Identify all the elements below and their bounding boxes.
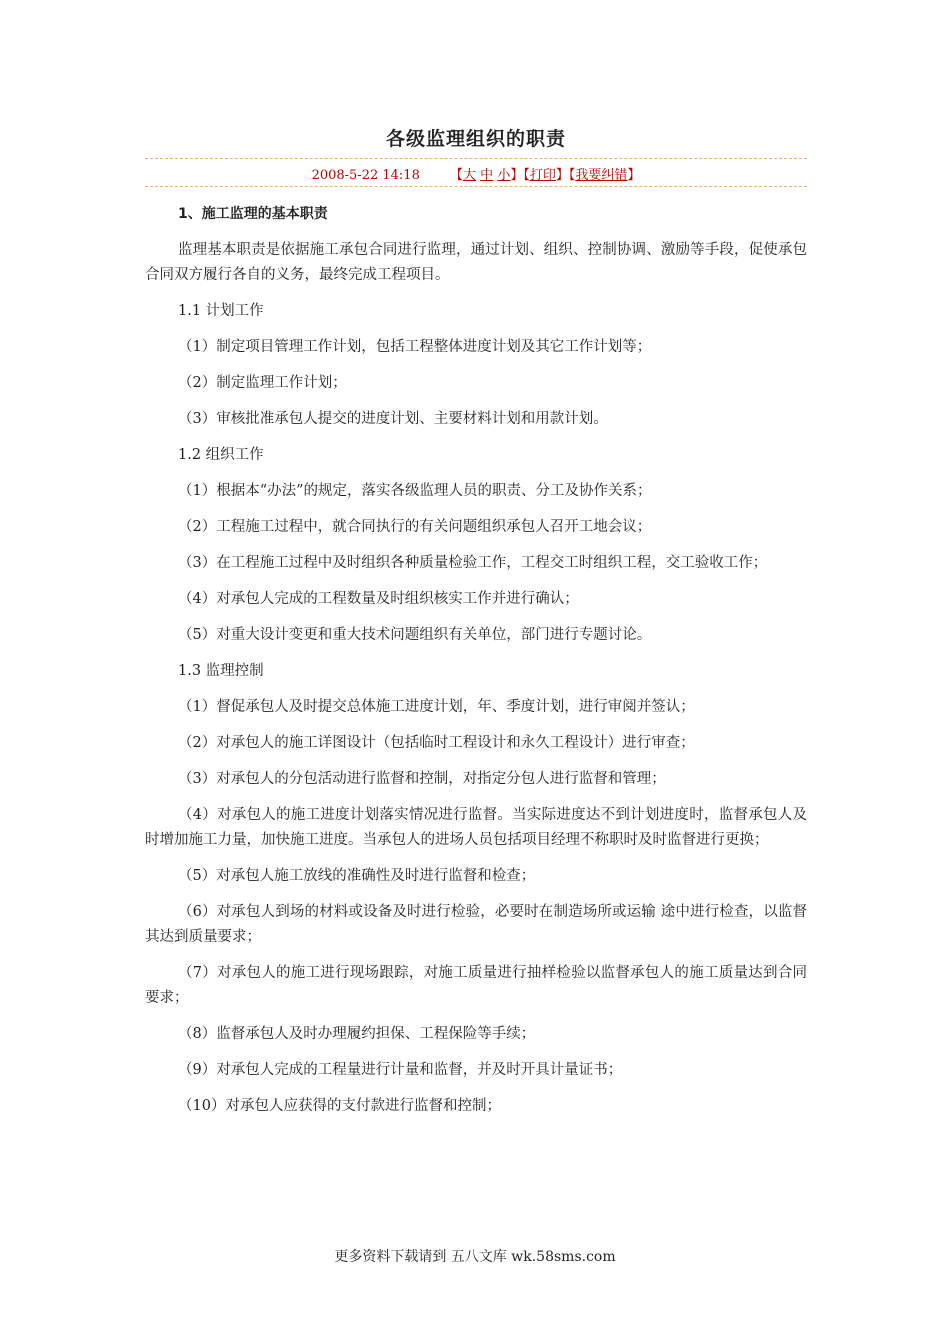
body-paragraph: （3）审核批准承包人提交的进度计划、主要材料计划和用款计划。 xyxy=(178,411,608,427)
top-dashed-divider xyxy=(145,158,807,159)
font-size-bracket-open: 【 xyxy=(449,168,463,183)
body-paragraph: （1）根据本“办法”的规定，落实各级监理人员的职责、分工及协作关系； xyxy=(178,483,652,499)
body-paragraph: （1）制定项目管理工作计划，包括工程整体进度计划及其它工作计划等； xyxy=(178,339,652,355)
body-paragraph: （8）监督承包人及时办理履约担保、工程保险等手续； xyxy=(178,1026,536,1042)
body-paragraph: 1.3 监理控制 xyxy=(178,663,264,679)
print-bracket-open: 【 xyxy=(523,168,530,183)
article-title: 各级监理组织的职责 xyxy=(385,128,566,150)
body-paragraph: （7）对承包人的施工进行现场跟踪，对施工质量进行抽样检验以监督承包人的施工质量达到合同要求； xyxy=(145,965,807,1006)
print-link[interactable]: 打印 xyxy=(529,168,556,183)
font-medium-link[interactable]: 中 xyxy=(480,168,494,183)
article-meta-bar xyxy=(145,164,807,183)
bottom-dashed-divider xyxy=(145,186,807,187)
footer-download-note: 更多资料下载请到 五八文库 wk.58sms.com xyxy=(334,1249,616,1265)
body-paragraph: （2）制定监理工作计划； xyxy=(178,375,347,391)
body-paragraph: （6）对承包人到场的材料或设备及时进行检验，必要时在制造场所或运输 途中进行检查，以监督其达到质量要求； xyxy=(145,904,807,945)
body-paragraph: （2）工程施工过程中，就合同执行的有关问题组织承包人召开工地会议； xyxy=(178,519,652,535)
body-paragraph: 监理基本职责是依据施工承包合同进行监理，通过计划、组织、控制协调、激励等手段，促使承包合同双方履行各自的义务，最终完成工程项目。 xyxy=(145,242,807,283)
body-paragraph: （5）对承包人施工放线的准确性及时进行监督和检查； xyxy=(178,868,536,884)
print-bracket-close: 】 xyxy=(555,168,569,183)
body-paragraph: （4）对承包人的施工进度计划落实情况进行监督。当实际进度达不到计划进度时，监督承包人及时增加施工力量，加快施工进度。当承包人的进场人员包括项目经理不称职时及时监督进行更换； xyxy=(145,807,807,848)
article-body xyxy=(145,202,807,1130)
report-bracket-close: 】 xyxy=(627,168,641,183)
report-error-link[interactable]: 我要纠错 xyxy=(575,168,628,183)
font-small-link[interactable]: 小 xyxy=(497,168,511,183)
body-paragraph: （1）督促承包人及时提交总体施工进度计划，年、季度计划，进行审阅并签认； xyxy=(178,699,695,715)
body-paragraph: （5）对重大设计变更和重大技术问题组织有关单位，部门进行专题讨论。 xyxy=(178,627,652,643)
body-paragraph: （9）对承包人完成的工程量进行计量和监督，并及时开具计量证书； xyxy=(178,1062,623,1078)
body-paragraph: （3）在工程施工过程中及时组织各种质量检验工作，工程交工时组织工程，交工验收工作； xyxy=(178,555,768,571)
report-bracket-open: 【 xyxy=(568,168,576,183)
section-heading: 1、施工监理的基本职责 xyxy=(178,206,328,222)
font-size-bracket-close: 】 xyxy=(510,168,524,183)
body-paragraph: （3）对承包人的分包活动进行监督和控制，对指定分包人进行监督和管理； xyxy=(178,771,666,787)
body-paragraph: （10）对承包人应获得的支付款进行监督和控制； xyxy=(178,1098,501,1114)
body-paragraph: 1.1 计划工作 xyxy=(178,303,264,319)
font-large-link[interactable]: 大 xyxy=(463,168,477,183)
body-paragraph: 1.2 组织工作 xyxy=(178,447,264,463)
body-paragraph: （4）对承包人完成的工程数量及时组织核实工作并进行确认； xyxy=(178,591,579,607)
body-paragraph: （2）对承包人的施工详图设计（包括临时工程设计和永久工程设计）进行审查； xyxy=(178,735,695,751)
publish-date: 2008-5-22 14:18 xyxy=(311,168,420,183)
